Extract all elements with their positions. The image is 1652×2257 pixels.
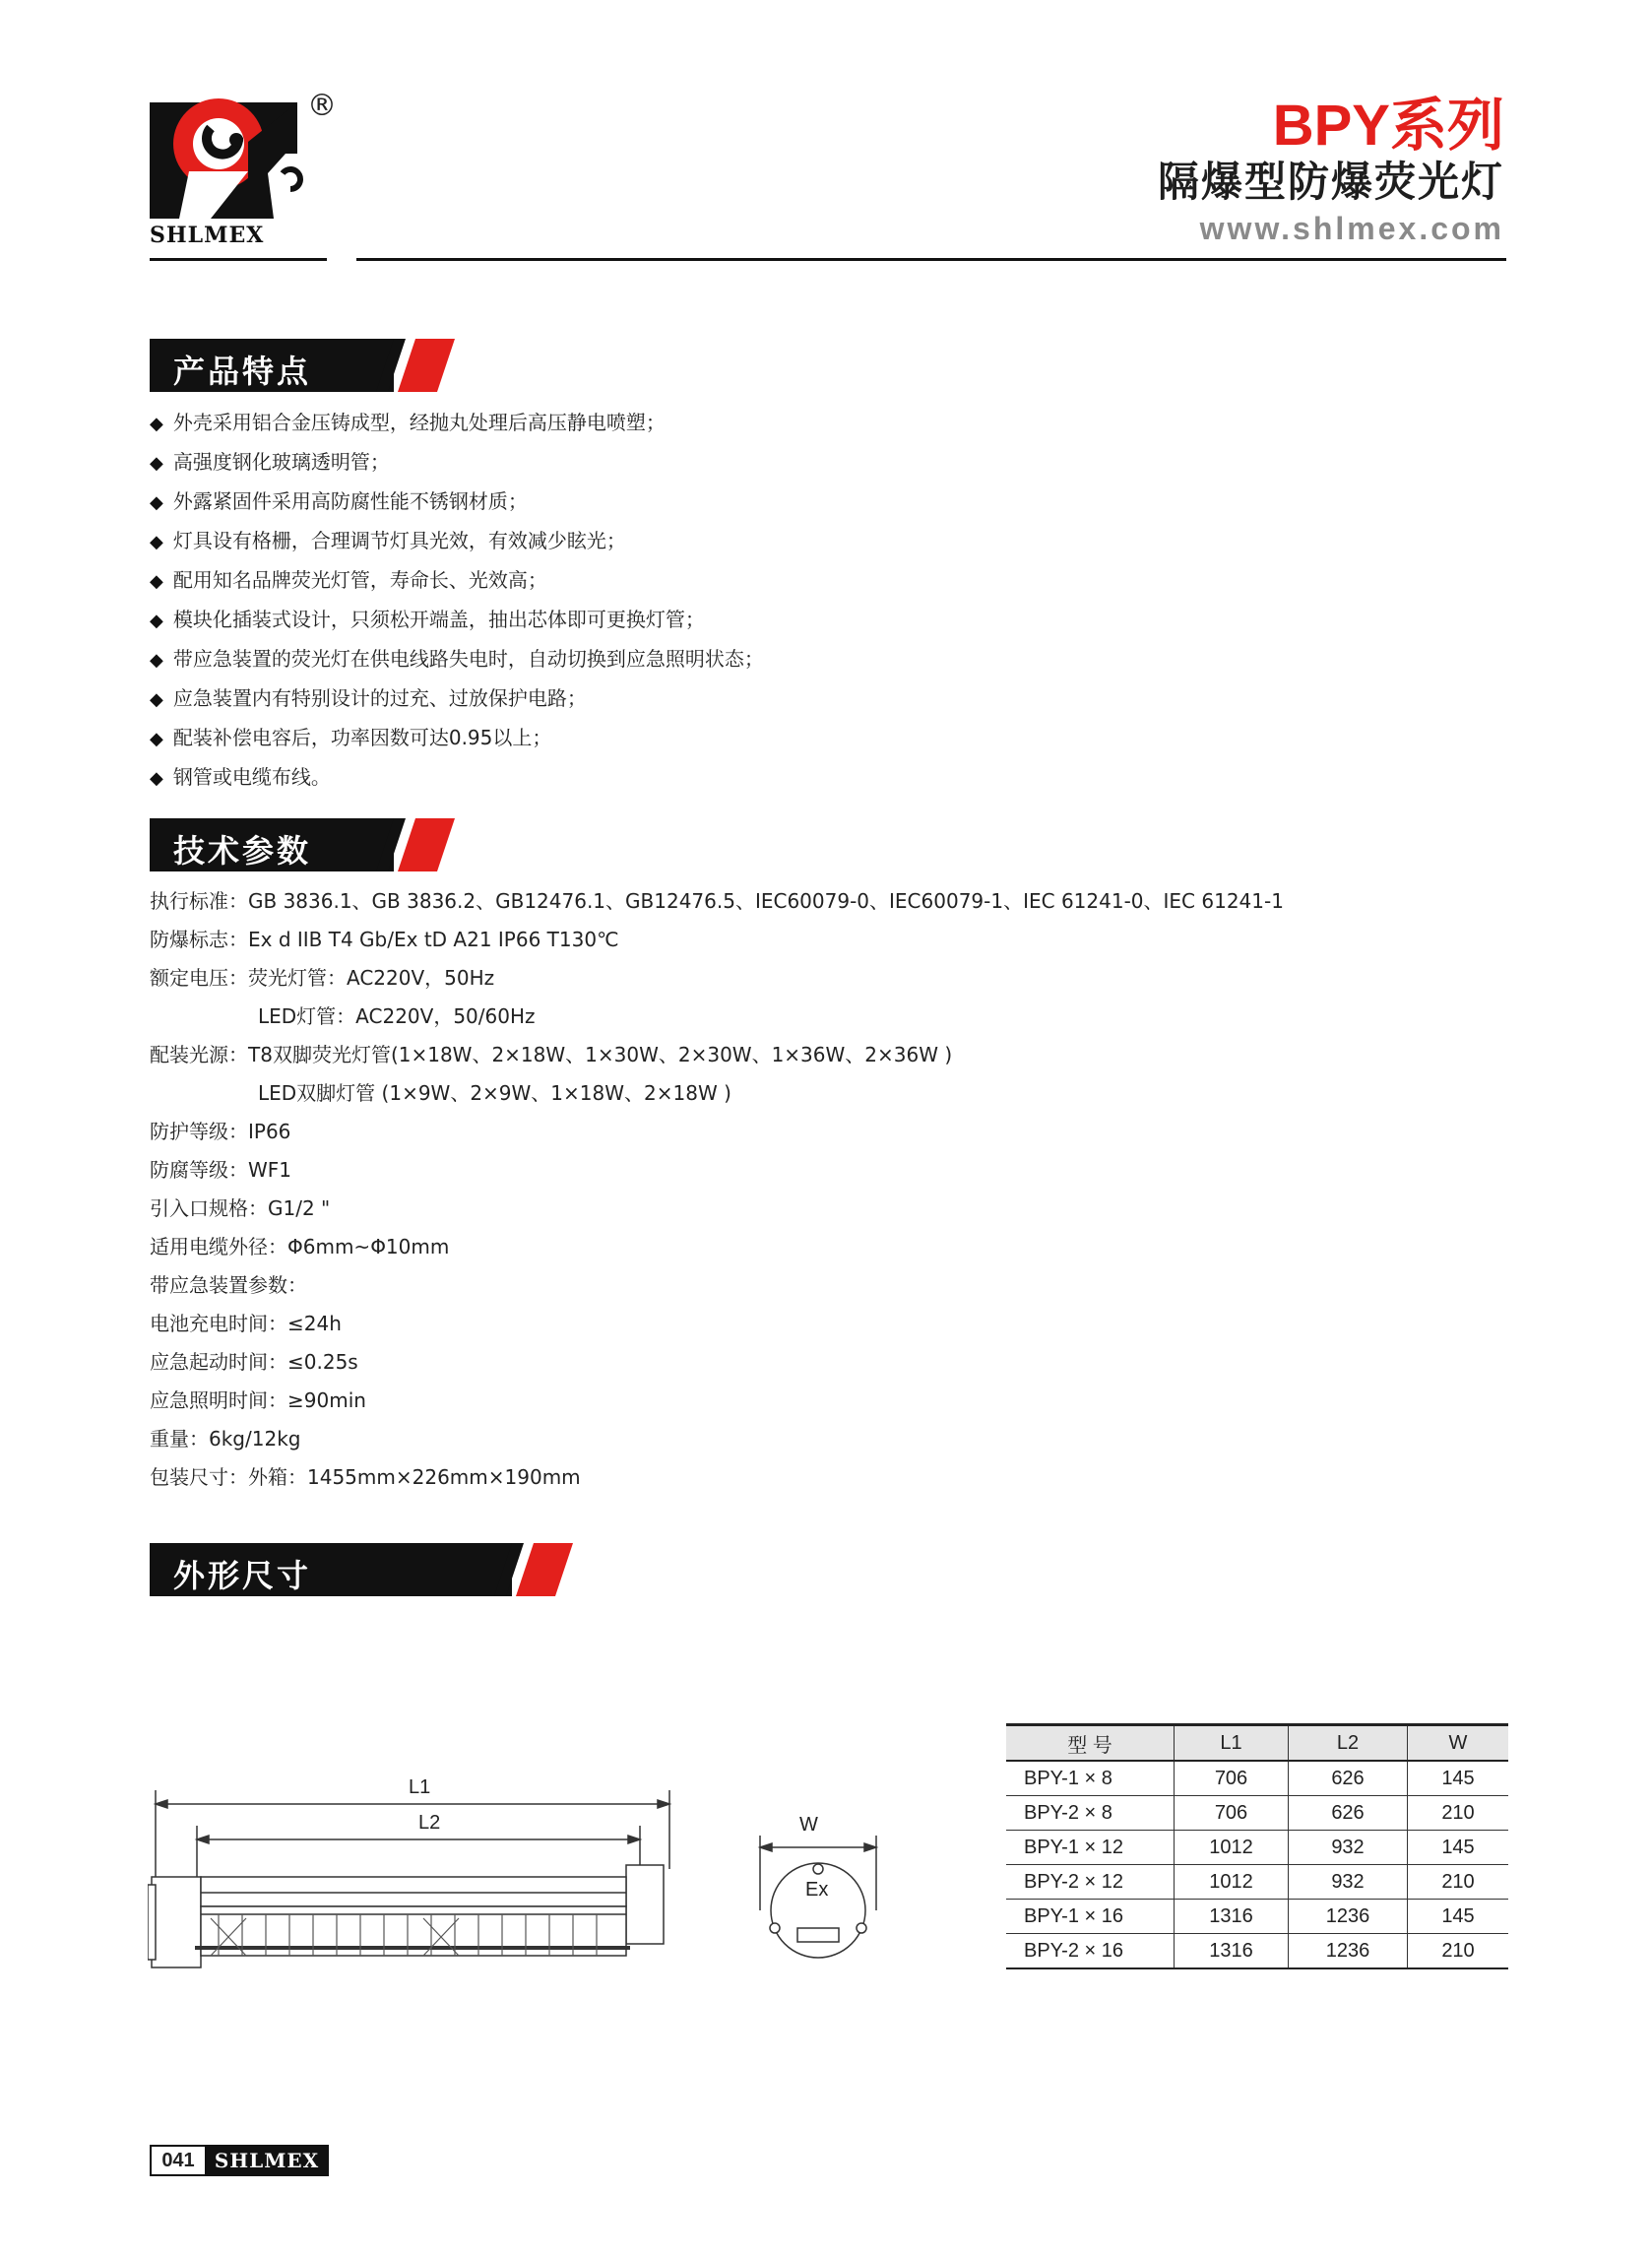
cell-w: 210 [1408, 1796, 1509, 1831]
diamond-bullet-icon: ◆ [150, 532, 163, 552]
feature-item: ◆ 模块化插装式设计，只须松开端盖，抽出芯体即可更换灯管； [150, 601, 1430, 640]
spec-row-light-source: 配装光源：T8双脚荧光灯管(1×18W、2×18W、1×30W、2×30W、1×36W、2×36W ) [150, 1043, 953, 1066]
section-header-features [150, 339, 455, 392]
cell-w: 145 [1408, 1831, 1509, 1865]
feature-item: ◆ 带应急装置的荧光灯在供电线路失电时，自动切换到应急照明状态； [150, 640, 1430, 679]
spec-row-voltage: 额定电压：荧光灯管：AC220V，50Hz [150, 966, 495, 990]
spec-row-package: 包装尺寸：外箱：1455mm×226mm×190mm [150, 1465, 581, 1489]
cell-l2: 626 [1289, 1796, 1408, 1831]
cell-l1: 706 [1175, 1796, 1289, 1831]
diamond-bullet-icon: ◆ [150, 768, 163, 789]
spec-row-anticorrosion: 防腐等级：WF1 [150, 1158, 292, 1182]
diamond-bullet-icon: ◆ [150, 453, 163, 474]
registered-mark: ® [307, 89, 337, 123]
dimension-label-l1: L1 [409, 1776, 431, 1798]
section-title: 产品特点 [173, 353, 312, 390]
footer-brand: SHLMEX [205, 2145, 329, 2176]
table-row [1006, 1865, 1508, 1900]
spec-row-entry: 引入口规格：G1/2 " [150, 1196, 331, 1220]
section-red-stripe-icon [376, 339, 455, 392]
spec-row-emergency: 带应急装置参数： [150, 1273, 307, 1297]
feature-item: ◆ 外壳采用铝合金压铸成型，经抛丸处理后高压静电喷塑； [150, 404, 1430, 443]
spec-row-light-source-led: LED双脚灯管 (1×9W、2×9W、1×18W、2×18W ) [258, 1081, 731, 1105]
table-row [1006, 1900, 1508, 1934]
section-header-specs [150, 818, 455, 871]
diamond-bullet-icon: ◆ [150, 571, 163, 592]
table-header-l1: L1 [1175, 1725, 1289, 1762]
table-row [1006, 1796, 1508, 1831]
cell-model: BPY-2 × 12 [1024, 1870, 1124, 1893]
header-divider-short [150, 258, 327, 261]
spec-row-ex-mark: 防爆标志：Ex d IIB T4 Gb/Ex tD A21 IP66 T130℃ [150, 928, 619, 951]
cell-l1: 1012 [1175, 1831, 1289, 1865]
dimension-table [1006, 1723, 1508, 1969]
diamond-bullet-icon: ◆ [150, 650, 163, 671]
cell-l1: 706 [1175, 1761, 1289, 1796]
ex-mark-label: Ex [805, 1879, 829, 1901]
feature-item: ◆ 高强度钢化玻璃透明管； [150, 443, 1430, 483]
cell-w: 210 [1408, 1934, 1509, 1969]
diamond-bullet-icon: ◆ [150, 611, 163, 631]
spec-row-start: 应急起动时间：≤0.25s [150, 1350, 358, 1374]
cell-w: 210 [1408, 1865, 1509, 1900]
section-title: 外形尺寸 [173, 1557, 312, 1594]
diamond-bullet-icon: ◆ [150, 689, 163, 710]
cell-l1: 1316 [1175, 1934, 1289, 1969]
cell-l2: 1236 [1289, 1934, 1408, 1969]
diamond-bullet-icon: ◆ [150, 729, 163, 749]
spec-row-charge: 电池充电时间：≤24h [150, 1312, 342, 1335]
cell-w: 145 [1408, 1900, 1509, 1934]
feature-list [150, 404, 1430, 798]
spec-row-duration: 应急照明时间：≥90min [150, 1388, 366, 1412]
feature-item: ◆ 外露紧固件采用高防腐性能不锈钢材质； [150, 483, 1430, 522]
table-row [1006, 1831, 1508, 1865]
cell-model: BPY-1 × 16 [1024, 1904, 1124, 1927]
cell-model: BPY-1 × 8 [1024, 1767, 1112, 1789]
diamond-bullet-icon: ◆ [150, 414, 163, 434]
spec-row-protection: 防护等级：IP66 [150, 1120, 291, 1143]
header-divider-long [356, 258, 1506, 261]
feature-item: ◆ 应急装置内有特别设计的过充、过放保护电路； [150, 679, 1430, 719]
table-header-w: W [1408, 1725, 1509, 1762]
diamond-bullet-icon: ◆ [150, 492, 163, 513]
table-header-l2: L2 [1289, 1725, 1408, 1762]
section-red-stripe-icon [376, 818, 455, 871]
feature-item: ◆ 配用知名品牌荧光灯管，寿命长、光效高； [150, 561, 1430, 601]
section-red-stripe-icon [494, 1543, 573, 1596]
cell-w: 145 [1408, 1761, 1509, 1796]
dimension-label-w: W [799, 1814, 818, 1836]
spec-row-standard: 执行标准：GB 3836.1、GB 3836.2、GB12476.1、GB12476.5、IEC60079-0、IEC60079-1、IEC 61241-0、IEC 61241-1 [150, 889, 1284, 913]
website-url[interactable]: www.shlmex.com [1199, 211, 1504, 246]
cell-l1: 1316 [1175, 1900, 1289, 1934]
table-header-model: 型 号 [1067, 1734, 1112, 1757]
series-title: BPY系列 [1272, 94, 1504, 158]
section-title: 技术参数 [173, 832, 312, 870]
cell-l1: 1012 [1175, 1865, 1289, 1900]
cell-l2: 626 [1289, 1761, 1408, 1796]
spec-row-weight: 重量：6kg/12kg [150, 1427, 301, 1451]
dimension-label-l2: L2 [418, 1812, 441, 1834]
page-number: 041 [150, 2145, 207, 2176]
table-row [1006, 1761, 1508, 1796]
table-header-row [1006, 1725, 1508, 1762]
cell-l2: 932 [1289, 1865, 1408, 1900]
cell-model: BPY-1 × 12 [1024, 1836, 1124, 1858]
cell-model: BPY-2 × 8 [1024, 1801, 1112, 1824]
product-title: 隔爆型防爆荧光灯 [1157, 158, 1504, 206]
feature-item: ◆ 钢管或电缆布线。 [150, 758, 1430, 798]
cell-l2: 1236 [1289, 1900, 1408, 1934]
feature-item: ◆ 灯具设有格栅，合理调节灯具光效，有效减少眩光； [150, 522, 1430, 561]
cell-model: BPY-2 × 16 [1024, 1939, 1124, 1962]
spec-list [150, 882, 1430, 1497]
logo-brand-text: SHLMEX [150, 223, 265, 248]
cell-l2: 932 [1289, 1831, 1408, 1865]
table-row [1006, 1934, 1508, 1969]
spec-row-voltage-led: LED灯管：AC220V，50/60Hz [258, 1004, 536, 1028]
section-header-dimensions [150, 1543, 573, 1596]
feature-item: ◆ 配装补偿电容后，功率因数可达0.95以上； [150, 719, 1430, 758]
spec-row-cable: 适用电缆外径：Φ6mm~Φ10mm [150, 1235, 450, 1258]
